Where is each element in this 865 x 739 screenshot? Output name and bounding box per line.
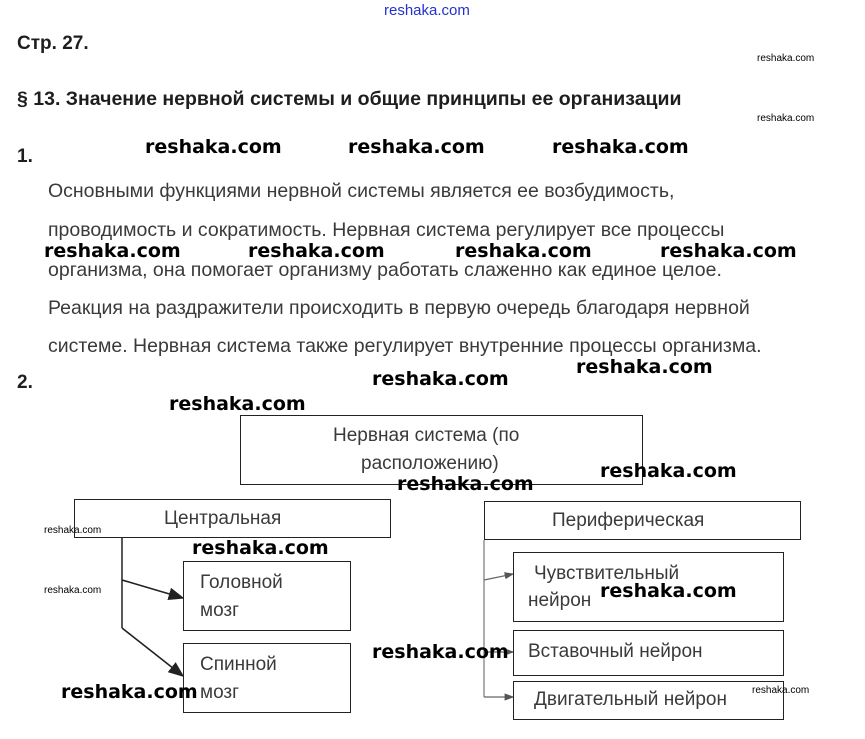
task-1-line: проводимость и сократимость. Нервная система регулирует все процессы [48,219,725,241]
brain-line: мозг [200,600,240,621]
sensory-neuron-line: нейрон [528,590,592,611]
root-box-line: Нервная система (по [333,425,520,446]
interneuron-box [513,630,784,676]
task-1-number: 1. [17,146,33,167]
central-box [74,499,391,538]
watermark: reshaka.com [660,240,797,262]
central-label: Центральная [164,508,282,529]
watermark: reshaka.com [348,136,485,158]
spinal-cord-line: Спинной [200,654,277,675]
sensory-neuron-line: Чувствительный [534,563,680,584]
watermark: reshaka.com [372,641,509,663]
watermark: reshaka.com [44,525,102,536]
watermark: reshaka.com [145,136,282,158]
watermark: reshaka.com [397,473,534,495]
watermark: reshaka.com [372,368,509,390]
task-1-line: организма, она помогает организму работать слаженно как единое целое. [48,259,722,281]
watermark: reshaka.com [552,136,689,158]
task-2-number: 2. [17,372,33,393]
brain-box [183,561,351,631]
watermark: reshaka.com [600,580,737,602]
top-watermark: reshaka.com [384,2,470,19]
watermark: reshaka.com [757,53,815,64]
page-reference: Стр. 27. [17,33,89,54]
motor-neuron-label: Двигательный нейрон [534,689,727,710]
watermark: reshaka.com [248,240,385,262]
peripheral-branch-lines [484,540,513,697]
watermark: reshaka.com [44,585,102,596]
interneuron-label: Вставочный нейрон [528,641,703,662]
motor-neuron-box [513,681,784,720]
watermark: reshaka.com [192,537,329,559]
peripheral-box [484,501,801,540]
watermark: reshaka.com [600,460,737,482]
watermark: reshaka.com [61,681,198,703]
watermark: reshaka.com [44,240,181,262]
watermark: reshaka.com [169,393,306,415]
brain-line: Головной [200,572,283,593]
peripheral-label: Периферическая [552,510,705,531]
task-1-line: Реакция на раздражители происходить в первую очередь благодаря нервной [48,297,750,319]
section-title: § 13. Значение нервной системы и общие принципы ее организации [17,88,682,110]
watermark: reshaka.com [757,113,815,124]
spinal-cord-box [183,643,351,713]
watermark: reshaka.com [576,356,713,378]
watermark: reshaka.com [455,240,592,262]
root-box-line: расположению) [361,453,499,474]
central-branch-lines [122,538,183,676]
task-1-line: Основными функциями нервной системы является ее возбудимость, [48,180,675,202]
task-1-line: системе. Нервная система также регулирует внутренние процессы организма. [48,335,762,357]
spinal-cord-line: мозг [200,682,240,703]
watermark: reshaka.com [752,685,810,696]
